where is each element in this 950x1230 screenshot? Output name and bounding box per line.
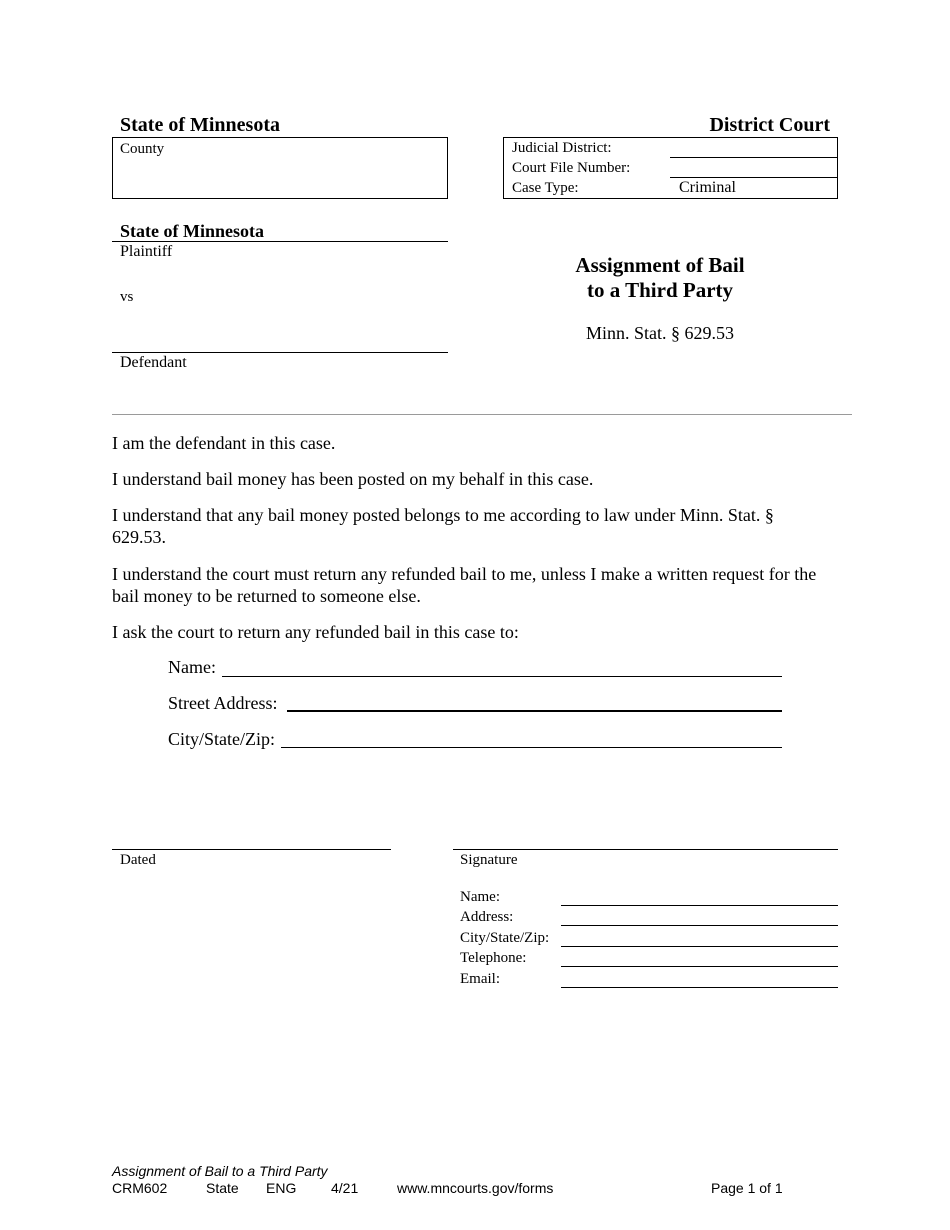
- signer-telephone-field[interactable]: [561, 966, 838, 967]
- plaintiff-name: State of Minnesota: [120, 221, 264, 241]
- plaintiff-line: [112, 241, 448, 242]
- form-title: [520, 253, 800, 303]
- recipient-name-label: Name:: [168, 657, 216, 677]
- vs-label: vs: [120, 289, 134, 305]
- signer-email-field[interactable]: [561, 987, 838, 988]
- signer-address-field[interactable]: [561, 925, 838, 926]
- dated-field[interactable]: [112, 849, 391, 850]
- footer-language: ENG: [266, 1180, 297, 1196]
- court-heading: District Court: [709, 114, 830, 136]
- paragraph-5: I ask the court to return any refunded bail in this case to:: [112, 622, 519, 642]
- county-box[interactable]: [112, 137, 448, 199]
- signer-city-label: City/State/Zip:: [460, 930, 550, 946]
- footer-form-code: CRM602: [112, 1180, 168, 1196]
- recipient-city-field[interactable]: [281, 747, 782, 748]
- statute-reference: Minn. Stat. § 629.53: [585, 323, 734, 343]
- judicial-district-field[interactable]: [670, 157, 838, 158]
- plaintiff-label: Plaintiff: [120, 243, 173, 260]
- signer-city-field[interactable]: [561, 946, 838, 947]
- form-title-line1: Assignment of Bail: [575, 253, 745, 277]
- case-type-label: Case Type:: [512, 180, 579, 196]
- recipient-city-label: City/State/Zip:: [168, 729, 275, 749]
- recipient-street-label: Street Address:: [168, 693, 278, 713]
- defendant-label: Defendant: [120, 354, 187, 371]
- footer-website[interactable]: www.mncourts.gov/forms: [397, 1180, 554, 1196]
- court-file-number-label: Court File Number:: [512, 160, 631, 176]
- signer-name-field[interactable]: [561, 905, 838, 906]
- case-info-box: [503, 137, 838, 199]
- signature-field[interactable]: [453, 849, 838, 850]
- defendant-line[interactable]: [112, 352, 448, 353]
- paragraph-1: I am the defendant in this case.: [112, 433, 336, 453]
- signer-telephone-label: Telephone:: [460, 950, 527, 966]
- footer-revision: 4/21: [331, 1180, 359, 1196]
- footer-form-name: Assignment of Bail to a Third Party: [112, 1163, 328, 1179]
- signer-address-label: Address:: [460, 909, 514, 925]
- paragraph-4: I understand the court must return any refunded bail to me, unless I make a written request for the bail money to be returned to someone else.: [112, 564, 817, 606]
- signer-email-label: Email:: [460, 971, 500, 987]
- paragraph-2: I understand bail money has been posted on my behalf in this case.: [112, 469, 594, 489]
- paragraph-3: I understand that any bail money posted belongs to me according to law under Minn. Stat. § 629.53.: [112, 505, 774, 547]
- state-heading: State of Minnesota: [120, 114, 280, 136]
- signature-label: Signature: [460, 852, 518, 868]
- recipient-street-field[interactable]: [287, 710, 782, 712]
- footer-page-number: Page 1 of 1: [711, 1180, 783, 1196]
- footer-jurisdiction: State: [206, 1180, 239, 1196]
- county-label: County: [120, 141, 165, 157]
- case-type-value: Criminal: [679, 179, 736, 196]
- recipient-name-field[interactable]: [222, 676, 782, 677]
- form-title-line2: to a Third Party: [586, 278, 734, 302]
- judicial-district-label: Judicial District:: [512, 140, 612, 156]
- dated-label: Dated: [120, 852, 156, 868]
- section-divider: [112, 414, 852, 415]
- signer-name-label: Name:: [460, 889, 500, 905]
